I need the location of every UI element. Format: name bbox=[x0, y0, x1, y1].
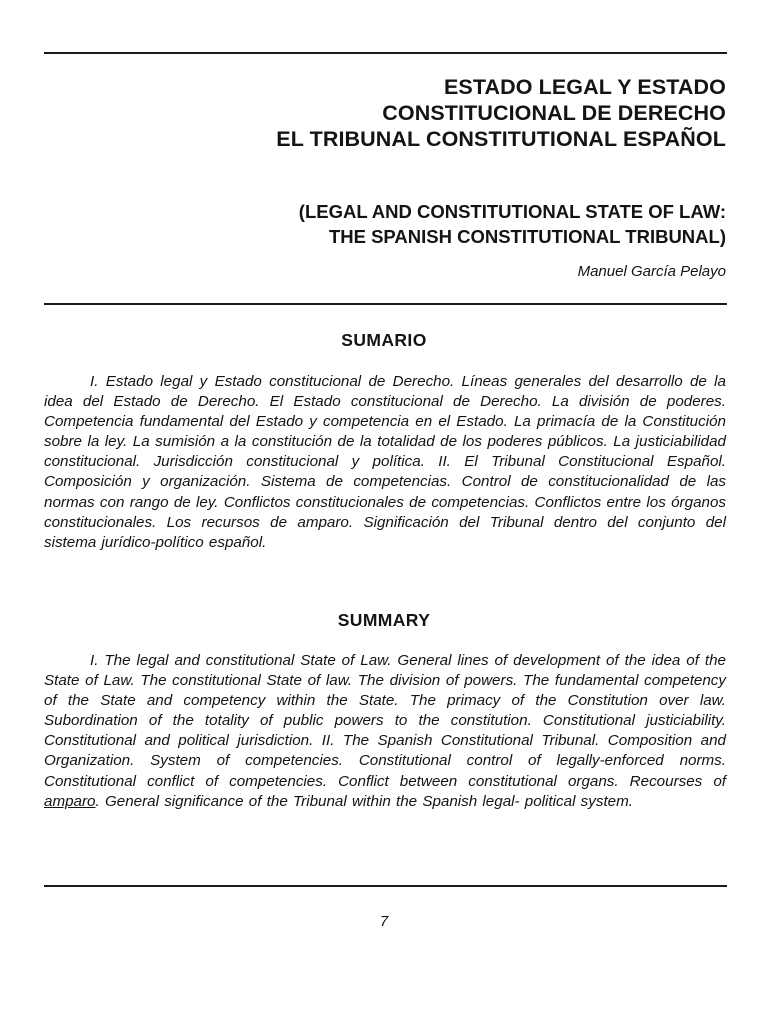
summary-text bbox=[44, 651, 726, 812]
title-line-3: EL TRIBUNAL CONSTITUTIONAL ESPAÑOL bbox=[276, 127, 726, 151]
page-number: 7 bbox=[379, 913, 389, 930]
sumario-text: I. Estado legal y Estado constitucional de Derecho. Líneas generales del desarrollo de la idea del Estado de Derecho. El Estado constitucional de Derecho. La división de poderes. Competencia fundamental del Estado y competencia en el Estado. La primacía de la Constitución sobre la ley. La sumisión a la constitución de la totalidad de los poderes públicos. La justiciabilidad constitucional. Jurisdicción constitucional y política. II. El Tribunal Constitucional Español. Composición y organización. Sistema de competencias. Control de constitucionalidad de las normas con rango de ley. Conflictos constitucionales de competencias. Conflictos entre los órganos constitucionales. Los recursos de amparo. Significación del Tribunal dentro del conjunto del sistema jurídico-político español. bbox=[44, 373, 726, 551]
title-line-1: ESTADO LEGAL Y ESTADO bbox=[443, 75, 726, 99]
author-name: Manuel García Pelayo bbox=[577, 263, 726, 280]
bottom-divider bbox=[44, 885, 727, 887]
summary-underlined-term: amparo bbox=[44, 792, 96, 810]
subtitle-line-2: THE SPANISH CONSTITUTIONAL TRIBUNAL) bbox=[328, 226, 726, 247]
top-divider bbox=[44, 52, 727, 54]
summary-text-before: I. The legal and constitutional State of Law. General lines of development of the idea of the State of Law. The constitutional State of law. The division of powers. The fundamental competency of the State and competency within the State. The primacy of the Constitution over law. Subordination of the totality of public powers to the constitution. Constitutional justiciability. Constitutional and political jurisdiction. II. The Spanish Constitutional Tribunal. Composition and Organization. System of competencies. Constitutional control of legally-enforced norms. Constitutional conflict of competencies. Conflict between constitutional organs. Recourses of bbox=[44, 652, 726, 790]
article-subtitle bbox=[46, 199, 726, 249]
title-line-2: CONSTITUCIONAL DE DERECHO bbox=[382, 101, 726, 125]
article-title bbox=[46, 74, 726, 152]
subtitle-line-1: (LEGAL AND CONSTITUTIONAL STATE OF LAW: bbox=[298, 201, 726, 222]
summary-heading: SUMMARY bbox=[337, 610, 431, 630]
sumario-heading: SUMARIO bbox=[341, 330, 427, 350]
middle-divider bbox=[44, 303, 727, 305]
summary-text-after: . General significance of the Tribunal within the Spanish legal- political system. bbox=[95, 792, 633, 810]
